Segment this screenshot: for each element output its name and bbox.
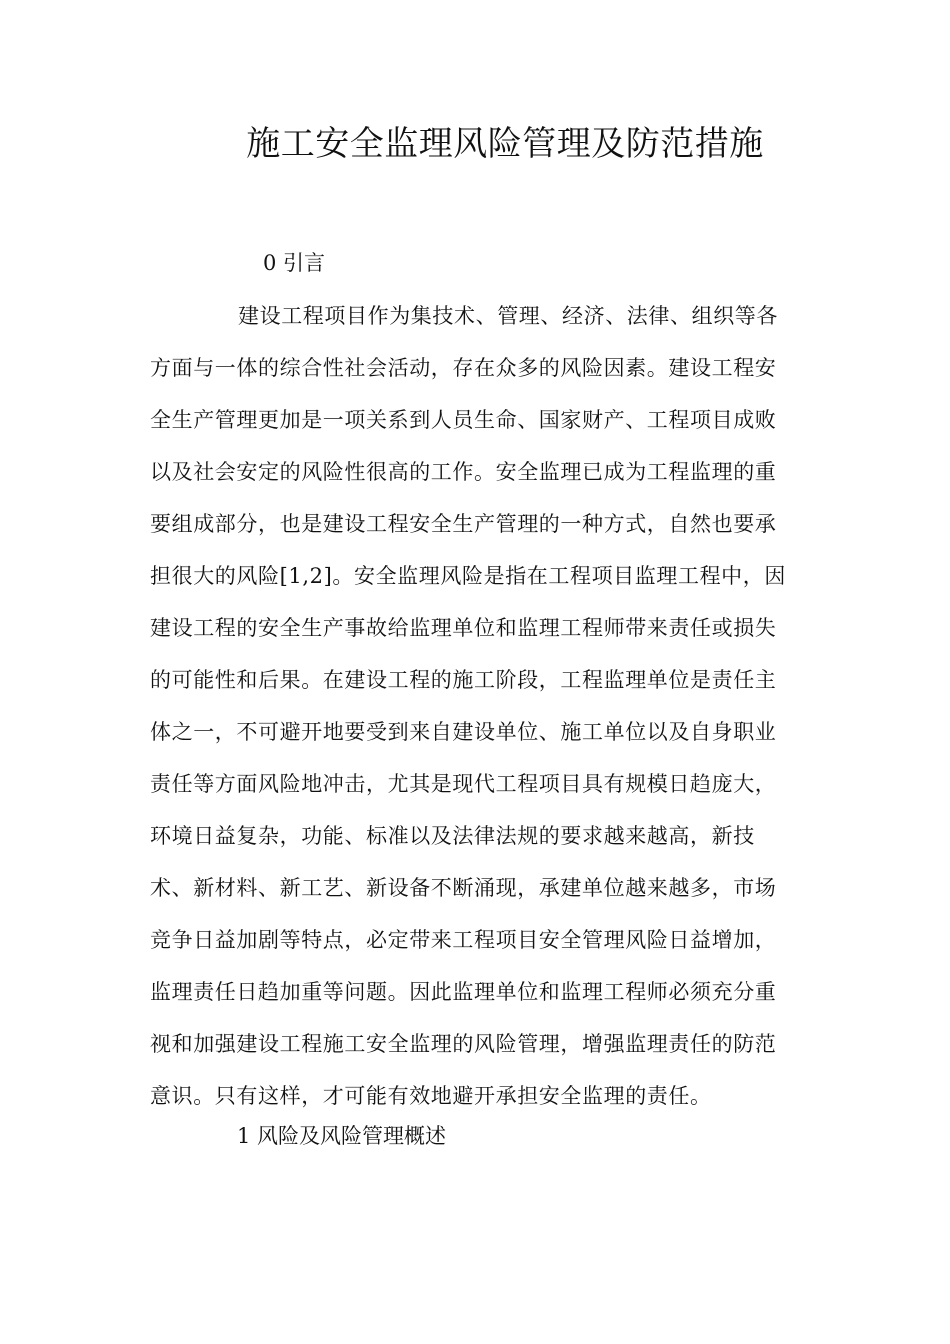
paragraph-line: 视和加强建设工程施工安全监理的风险管理，增强监理责任的防范 <box>150 1032 777 1056</box>
paragraph-line: 体之一，不可避开地要受到来自建设单位、施工单位以及自身职业 <box>150 720 777 744</box>
paragraph-line: 方面与一体的综合性社会活动，存在众多的风险因素。建设工程安 <box>150 356 777 380</box>
paragraph-line: 监理责任日趋加重等问题。因此监理单位和监理工程师必须充分重 <box>150 980 777 1004</box>
section-heading-1: 1 风险及风险管理概述 <box>237 1124 447 1148</box>
paragraph-line: 环境日益复杂，功能、标准以及法律法规的要求越来越高，新技 <box>150 824 755 848</box>
paragraph-line: 意识。只有这样，才可能有效地避开承担安全监理的责任。 <box>150 1084 712 1108</box>
paragraph-line: 的可能性和后果。在建设工程的施工阶段，工程监理单位是责任主 <box>150 668 777 692</box>
paragraph-line: 担很大的风险[1,2]。安全监理风险是指在工程项目监理工程中，因 <box>150 564 786 588</box>
paragraph-line: 责任等方面风险地冲击，尤其是现代工程项目具有规模日趋庞大， <box>150 772 777 796</box>
paragraph-line: 要组成部分，也是建设工程安全生产管理的一种方式，自然也要承 <box>150 512 777 536</box>
paragraph-line: 全生产管理更加是一项关系到人员生命、国家财产、工程项目成败 <box>150 408 777 432</box>
paragraph-line: 术、新材料、新工艺、新设备不断涌现，承建单位越来越多，市场 <box>150 876 777 900</box>
section-heading-intro: 0 引言 <box>263 251 326 275</box>
paragraph-line: 建设工程项目作为集技术、管理、经济、法律、组织等各 <box>238 304 778 328</box>
intro-paragraph <box>150 296 800 1128</box>
paragraph-line: 建设工程的安全生产事故给监理单位和监理工程师带来责任或损失 <box>150 616 777 640</box>
paragraph-line: 竞争日益加剧等特点，必定带来工程项目安全管理风险日益增加， <box>150 928 777 952</box>
page-title: 施工安全监理风险管理及防范措施 <box>246 124 764 164</box>
paragraph-line: 以及社会安定的风险性很高的工作。安全监理已成为工程监理的重 <box>150 460 777 484</box>
